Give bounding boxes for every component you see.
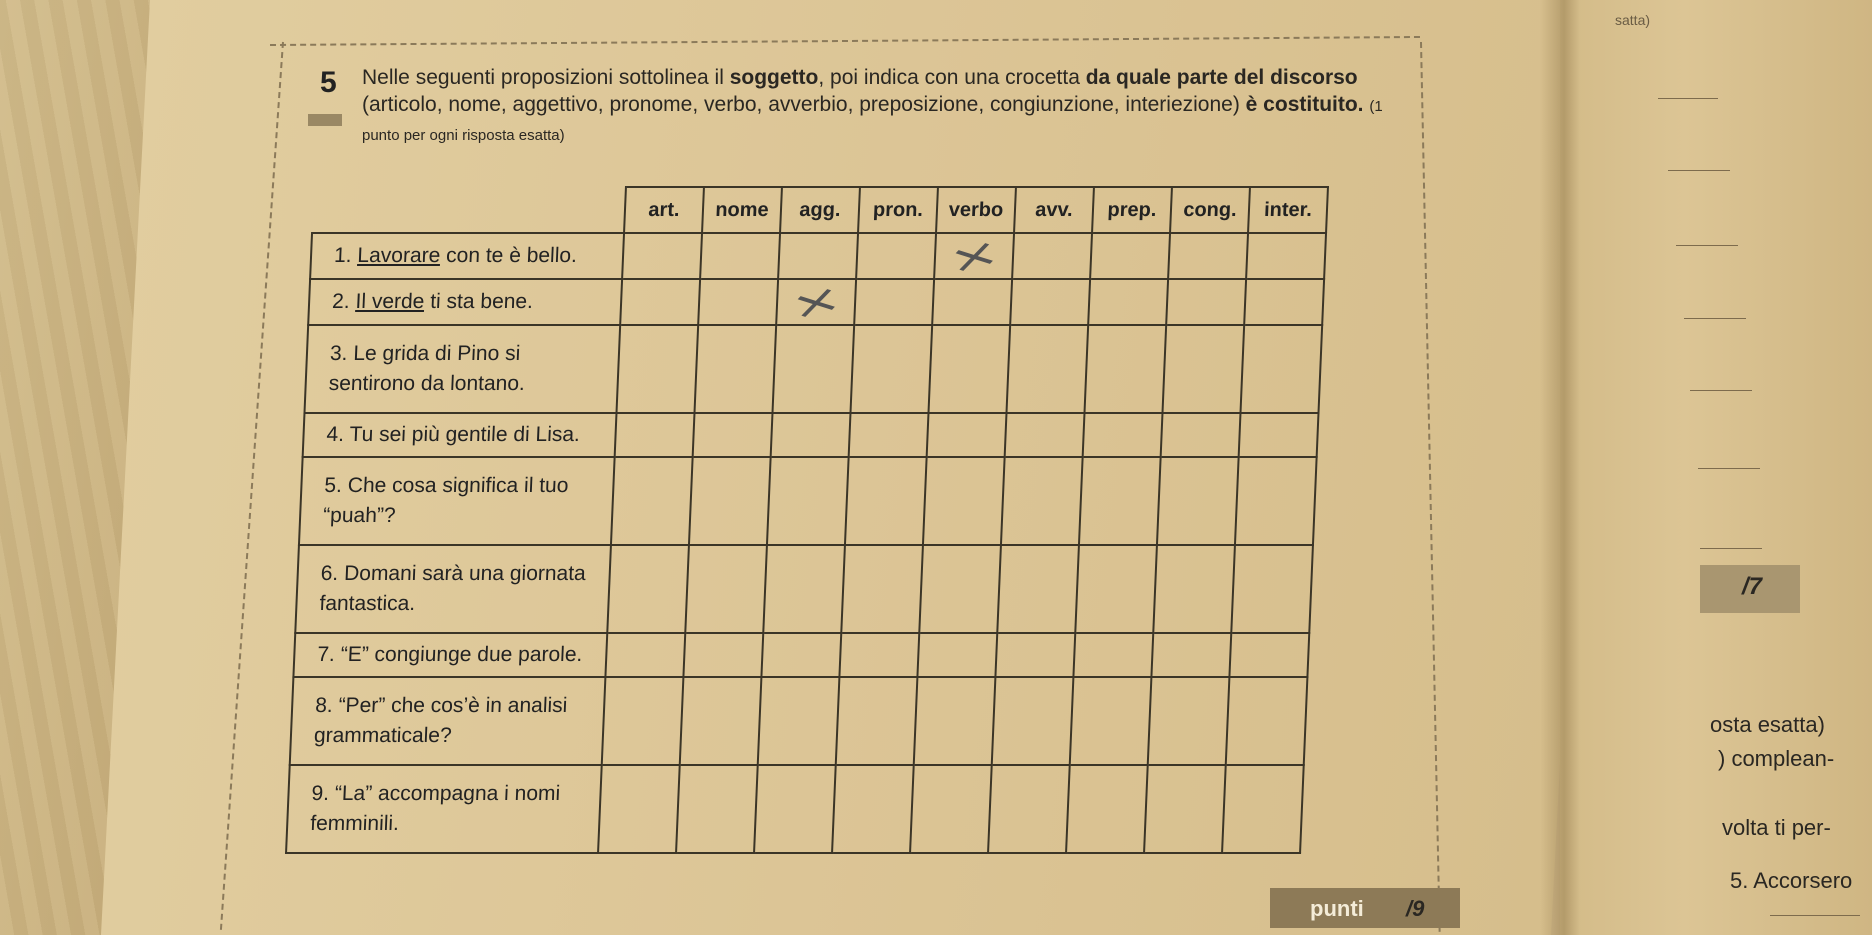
answer-cell-inter[interactable]: [1246, 233, 1326, 279]
answer-cell-cong[interactable]: [1162, 325, 1244, 413]
answer-cell-pron[interactable]: [836, 677, 918, 765]
answer-cell-prep[interactable]: [1066, 765, 1148, 853]
cross-mark: ×: [944, 228, 1004, 284]
answer-cell-avv[interactable]: [1012, 233, 1092, 279]
sentence-text: 7. “E” congiunge due parole.: [316, 643, 583, 666]
instruction-note: (1 punto per ogni risposta esatta): [362, 98, 1383, 144]
right-page-fragment: ) complean-: [1718, 746, 1835, 771]
right-page-line: [1770, 915, 1860, 916]
sentence-text: 9. “La” accompagna i nomi femminili.: [309, 782, 561, 835]
answer-cell-art[interactable]: [615, 413, 695, 457]
answer-cell-art[interactable]: [605, 633, 685, 677]
underlined-subject: Lavorare: [356, 244, 441, 267]
instruction-segment: da quale parte del discorso: [1085, 66, 1358, 89]
answer-cell-prep[interactable]: [1070, 677, 1152, 765]
answer-cell-cong[interactable]: [1166, 279, 1246, 325]
answer-cell-inter[interactable]: [1240, 325, 1322, 413]
right-page-top-fragment: satta): [1615, 12, 1651, 28]
sentence-cell: [308, 279, 622, 325]
answer-cell-cong[interactable]: [1151, 633, 1231, 677]
table-row: [299, 457, 1317, 545]
answer-cell-pron[interactable]: [839, 633, 919, 677]
answer-cell-pron[interactable]: [854, 279, 934, 325]
sentence-cell: [299, 457, 615, 545]
sentence-cell: [286, 765, 602, 853]
right-page-fragment: volta ti per-: [1722, 815, 1831, 840]
right-page-line: [1668, 170, 1730, 171]
table-row: [295, 545, 1313, 633]
answer-cell-prep[interactable]: [1075, 545, 1157, 633]
answer-cell-inter[interactable]: [1231, 545, 1313, 633]
answer-cell-nome[interactable]: [685, 545, 767, 633]
table-body: [286, 228, 1326, 853]
table-header-row: [312, 187, 1328, 233]
instruction-segment: è costituito.: [1245, 93, 1364, 116]
answer-cell-art[interactable]: [620, 279, 700, 325]
instruction-segment: Nelle seguenti proposizioni sottolinea il: [362, 66, 730, 89]
right-page-line: [1690, 390, 1752, 391]
right-page-line: [1684, 318, 1746, 319]
answer-cell-inter[interactable]: [1226, 677, 1308, 765]
column-header: nome: [702, 187, 782, 233]
answer-cell-prep[interactable]: [1079, 457, 1161, 545]
answer-cell-agg[interactable]: [754, 765, 836, 853]
right-page-line: [1676, 245, 1738, 246]
answer-cell-agg[interactable]: [763, 545, 845, 633]
column-header: avv.: [1014, 187, 1094, 233]
score-value: /9: [1406, 896, 1425, 921]
column-header: agg.: [780, 187, 860, 233]
answer-cell-verbo[interactable]: [914, 677, 996, 765]
sentence-cell: [295, 545, 611, 633]
answer-cell-verbo[interactable]: [932, 279, 1012, 325]
table-row: [286, 765, 1304, 853]
instruction-segment: , poi indica con una crocetta: [818, 66, 1086, 89]
table-row: [303, 413, 1319, 457]
answer-cell-avv[interactable]: [1006, 325, 1088, 413]
sentence-cell: [310, 233, 624, 279]
column-header: pron.: [858, 187, 938, 233]
answer-cell-cong[interactable]: [1153, 545, 1235, 633]
column-header: prep.: [1092, 187, 1172, 233]
answer-cell-verbo[interactable]: [919, 545, 1001, 633]
answer-cell-avv[interactable]: [997, 545, 1079, 633]
answer-cell-avv[interactable]: [995, 633, 1075, 677]
answer-cell-verbo[interactable]: [923, 457, 1005, 545]
table-row: [308, 279, 1324, 325]
answer-cell-pron[interactable]: [845, 457, 927, 545]
answer-cell-inter[interactable]: [1244, 279, 1324, 325]
answer-cell-verbo[interactable]: [910, 765, 992, 853]
sentence-text: 8. “Per” che cos’è in analisi grammaticale?: [313, 694, 568, 747]
score-box: [1270, 888, 1460, 928]
column-header: cong.: [1170, 187, 1250, 233]
answer-cell-prep[interactable]: [1090, 233, 1170, 279]
right-page-line: [1698, 468, 1760, 469]
right-page-fragment: 5. Accorsero: [1730, 868, 1853, 893]
exercise-number-marker: [308, 114, 342, 126]
answer-cell-agg[interactable]: [771, 413, 851, 457]
exercise-instruction: [362, 64, 1422, 149]
answer-cell-verbo[interactable]: [917, 633, 997, 677]
answer-cell-cong[interactable]: [1161, 413, 1241, 457]
underlined-subject: Il verde: [355, 290, 425, 313]
cross-mark: ×: [786, 274, 846, 330]
answer-cell-nome[interactable]: [698, 279, 778, 325]
sentence-text: 2. Il verde ti sta bene.: [331, 290, 534, 313]
answer-cell-verbo[interactable]: [927, 413, 1007, 457]
sentence-text: 1. Lavorare con te è bello.: [333, 244, 578, 267]
answer-cell-pron[interactable]: [856, 233, 936, 279]
answer-cell-pron[interactable]: [832, 765, 914, 853]
sentence-text: 6. Domani sarà una giornata fantastica.: [319, 562, 587, 615]
sentence-cell: [290, 677, 606, 765]
answer-cell-agg[interactable]: [767, 457, 849, 545]
book-fold: [1540, 0, 1580, 935]
table-row: [304, 325, 1322, 413]
answer-cell-nome[interactable]: [694, 325, 776, 413]
sentence-text: 5. Che cosa significa il tuo “puah”?: [322, 474, 569, 527]
answer-cell-pron[interactable]: [850, 325, 932, 413]
answer-table: [285, 186, 1329, 854]
answer-cell-nome[interactable]: [676, 765, 758, 853]
answer-cell-agg[interactable]: [758, 677, 840, 765]
sentence-cell: [303, 413, 617, 457]
answer-cell-nome[interactable]: [700, 233, 780, 279]
answer-cell-art[interactable]: [622, 233, 702, 279]
answer-cell-inter[interactable]: [1239, 413, 1319, 457]
answer-cell-art[interactable]: [616, 325, 698, 413]
column-header: verbo: [936, 187, 1016, 233]
answer-cell-agg[interactable]: [761, 633, 841, 677]
answer-cell-avv[interactable]: [988, 765, 1070, 853]
answer-cell-art[interactable]: [598, 765, 680, 853]
sentence-text: 4. Tu sei più gentile di Lisa.: [326, 423, 581, 446]
column-header: inter.: [1248, 187, 1328, 233]
sentence-cell: [293, 633, 607, 677]
answer-cell-cong[interactable]: [1148, 677, 1230, 765]
exercise-number: 5: [320, 66, 337, 99]
answer-cell-verbo[interactable]: [928, 325, 1010, 413]
instruction-segment: soggetto: [729, 66, 819, 89]
column-header: art.: [624, 187, 704, 233]
right-page-fragment: osta esatta): [1710, 712, 1825, 737]
answer-cell-nome[interactable]: [689, 457, 771, 545]
answer-cell-nome[interactable]: [680, 677, 762, 765]
header-blank: [312, 187, 626, 233]
answer-cell-prep[interactable]: [1073, 633, 1153, 677]
table-row: [293, 633, 1309, 677]
answer-cell-prep[interactable]: [1084, 325, 1166, 413]
answer-cell-avv[interactable]: [992, 677, 1074, 765]
answer-cell-inter[interactable]: [1229, 633, 1309, 677]
instruction-text: [362, 66, 1364, 116]
answer-cell-cong[interactable]: [1144, 765, 1226, 853]
answer-cell-avv[interactable]: [1010, 279, 1090, 325]
answer-cell-inter[interactable]: [1222, 765, 1304, 853]
answer-cell-nome[interactable]: [693, 413, 773, 457]
answer-cell-inter[interactable]: [1235, 457, 1317, 545]
sentence-text: 3. Le grida di Pino si sentirono da lontano.: [328, 342, 526, 395]
answer-cell-cong[interactable]: [1168, 233, 1248, 279]
table-row: [310, 233, 1326, 279]
right-page-score: /7: [1742, 573, 1763, 600]
answer-cell-verbo[interactable]: [934, 228, 1014, 284]
table-row: [290, 677, 1308, 765]
answer-cell-art[interactable]: [611, 457, 693, 545]
answer-cell-agg[interactable]: [778, 233, 858, 279]
sentence-cell: [304, 325, 620, 413]
answer-cell-cong[interactable]: [1157, 457, 1239, 545]
answer-cell-art[interactable]: [602, 677, 684, 765]
answer-cell-avv[interactable]: [1001, 457, 1083, 545]
answer-cell-art[interactable]: [607, 545, 689, 633]
answer-cell-agg[interactable]: [772, 325, 854, 413]
answer-cell-agg[interactable]: [776, 274, 856, 330]
answer-cell-pron[interactable]: [849, 413, 929, 457]
answer-cell-prep[interactable]: [1088, 279, 1168, 325]
answer-cell-prep[interactable]: [1083, 413, 1163, 457]
answer-cell-nome[interactable]: [683, 633, 763, 677]
right-page-score-box: [1700, 565, 1800, 613]
score-label: punti: [1310, 896, 1364, 921]
answer-cell-avv[interactable]: [1005, 413, 1085, 457]
right-page-line: [1700, 548, 1762, 549]
instruction-segment: (articolo, nome, aggettivo, pronome, verbo, avverbio, preposizione, congiunzione, interiezione): [362, 93, 1246, 116]
answer-cell-pron[interactable]: [841, 545, 923, 633]
right-page-line: [1658, 98, 1718, 99]
